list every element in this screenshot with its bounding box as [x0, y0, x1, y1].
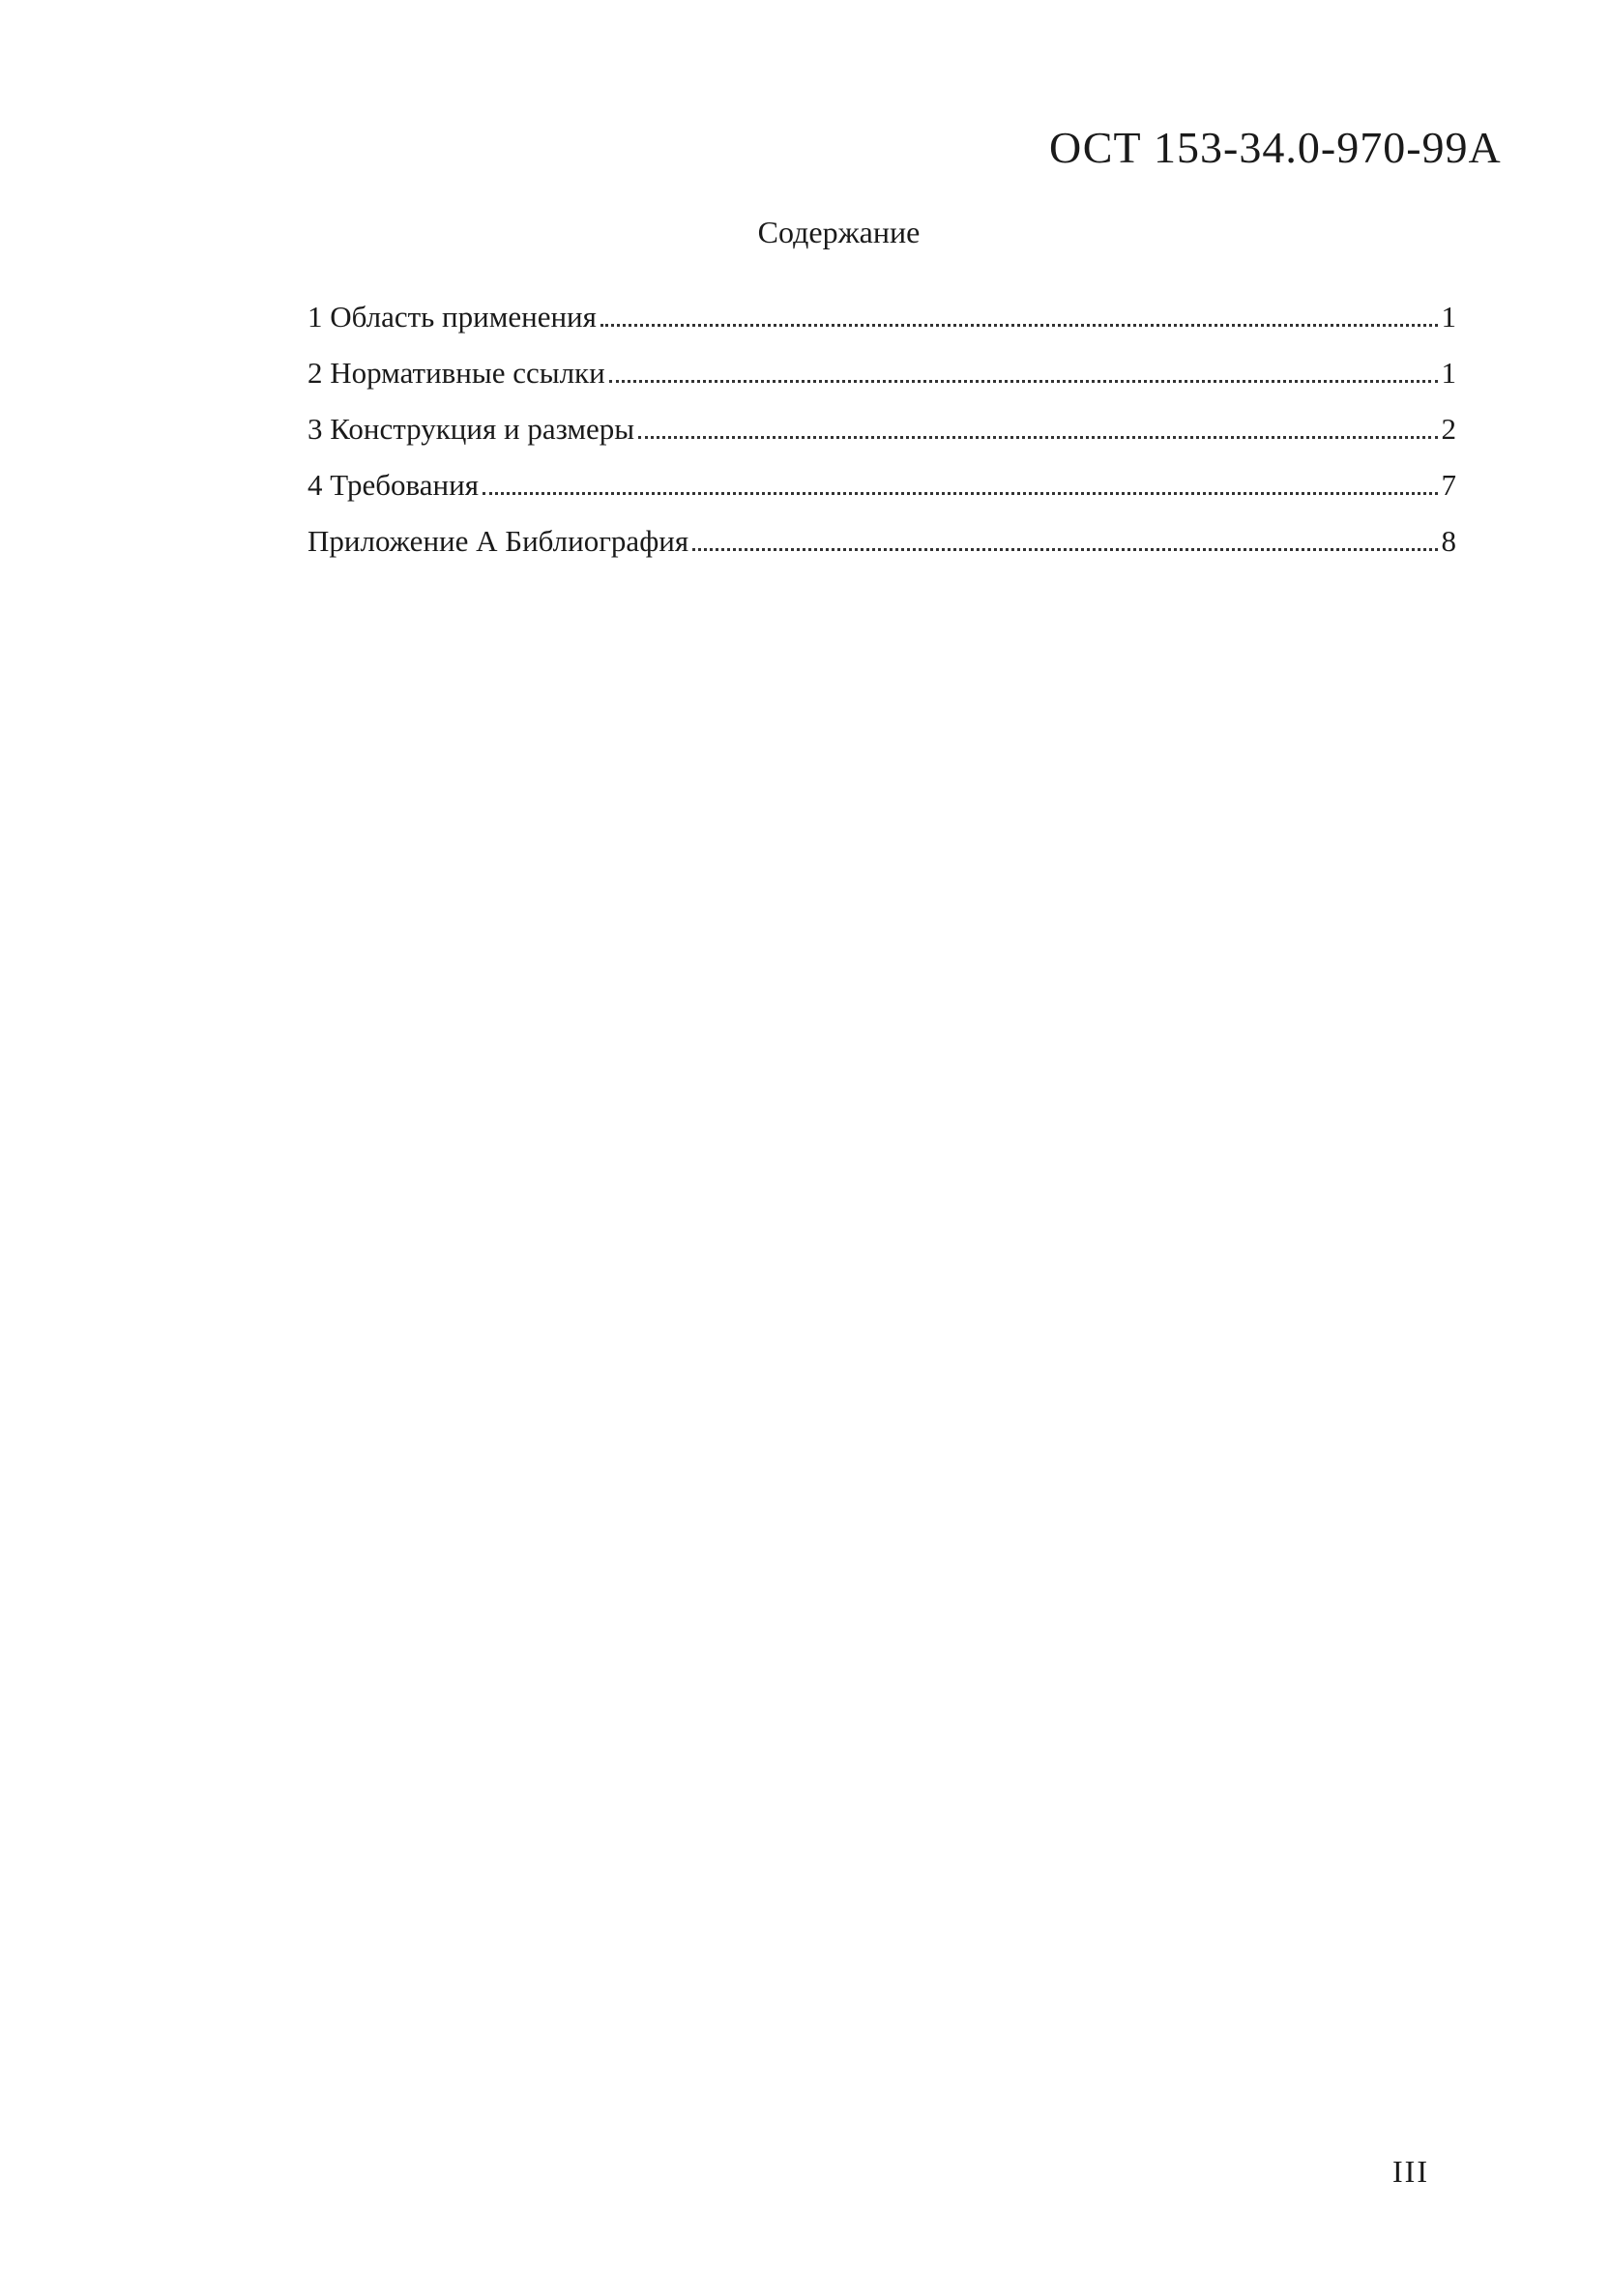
document-code: ОСТ 153-34.0-970-99А: [1049, 123, 1502, 172]
page-number: III: [1392, 2154, 1429, 2189]
toc-item-label: 3 Конструкция и размеры: [307, 412, 635, 446]
toc-item-label: Приложение А Библиография: [307, 524, 689, 558]
dot-leader: [600, 324, 1438, 327]
toc-title: Содержание: [757, 215, 921, 249]
toc-item-label: 4 Требования: [307, 468, 479, 502]
dot-leader: [692, 548, 1437, 551]
toc-item-label: 2 Нормативные ссылки: [307, 356, 605, 390]
dot-leader: [483, 492, 1438, 495]
toc-item-requirements[interactable]: [307, 468, 1456, 524]
toc-item-page: 1: [1441, 300, 1456, 334]
dot-leader: [638, 436, 1437, 439]
toc-item-page: 7: [1441, 468, 1456, 502]
toc-item-appendix-bibliography[interactable]: [307, 524, 1456, 580]
toc-item-design-dimensions[interactable]: [307, 412, 1456, 468]
toc-item-label: 1 Область применения: [307, 300, 597, 334]
toc-item-page: 8: [1441, 524, 1456, 558]
dot-leader: [609, 380, 1438, 383]
toc-item-scope[interactable]: [307, 300, 1456, 356]
table-of-contents: [307, 300, 1456, 580]
toc-item-page: 2: [1441, 412, 1456, 446]
toc-item-normative-references[interactable]: [307, 356, 1456, 412]
toc-item-page: 1: [1441, 356, 1456, 390]
